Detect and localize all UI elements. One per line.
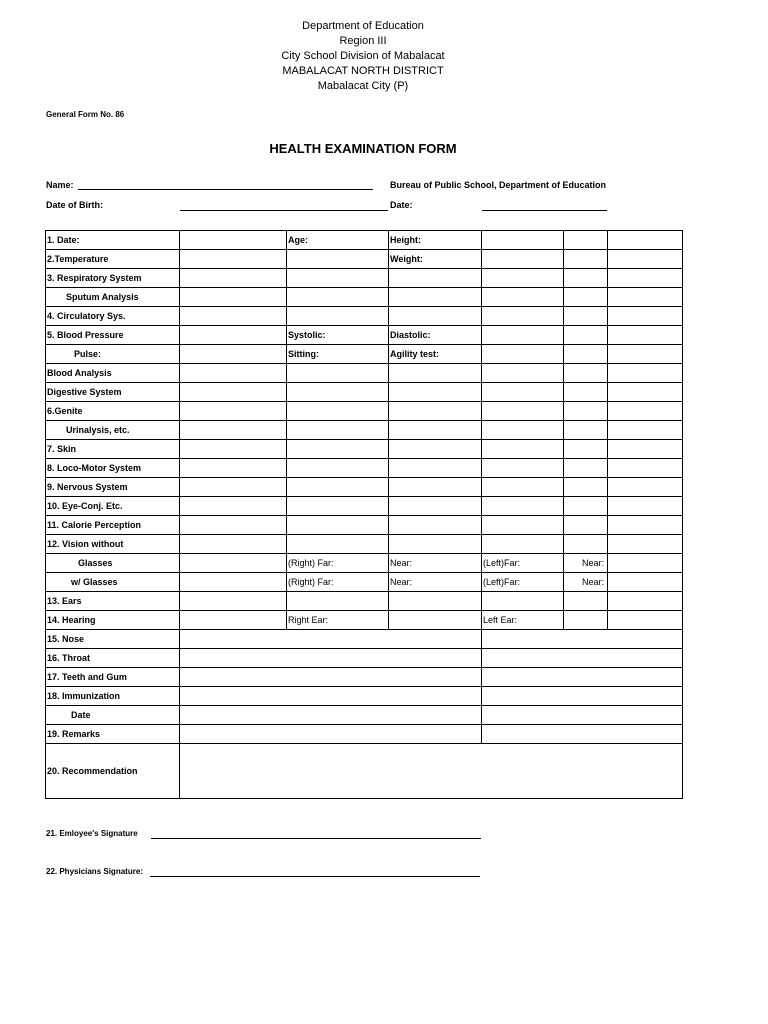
table-cell[interactable]: [482, 459, 564, 478]
table-row: [46, 383, 683, 402]
table-cell[interactable]: [482, 535, 564, 554]
table-cell[interactable]: [482, 630, 683, 649]
table-cell[interactable]: [389, 383, 482, 402]
table-cell[interactable]: [608, 402, 683, 421]
physician-signature-field[interactable]: [150, 876, 480, 877]
table-cell[interactable]: [608, 364, 683, 383]
table-cell[interactable]: [180, 326, 287, 345]
table-cell[interactable]: [564, 516, 608, 535]
row-label: w/ Glasses: [46, 573, 180, 592]
row-label: 14. Hearing: [46, 611, 180, 630]
table-cell[interactable]: [180, 421, 287, 440]
table-row: [46, 744, 683, 799]
table-cell[interactable]: [180, 497, 287, 516]
table-cell[interactable]: [287, 516, 389, 535]
table-row: [46, 497, 683, 516]
table-cell[interactable]: [180, 687, 482, 706]
table-cell[interactable]: [180, 706, 482, 725]
table-cell[interactable]: [389, 611, 482, 630]
dob-field[interactable]: [180, 210, 388, 211]
employee-signature-label: 21. Emloyee's Signature: [46, 829, 138, 838]
table-cell[interactable]: [180, 364, 287, 383]
table-row: [46, 421, 683, 440]
table-cell[interactable]: [608, 231, 683, 250]
table-cell[interactable]: [389, 497, 482, 516]
table-cell[interactable]: [389, 592, 482, 611]
row-label: 19. Remarks: [46, 725, 180, 744]
table-cell[interactable]: [608, 497, 683, 516]
table-cell[interactable]: [482, 383, 564, 402]
table-cell[interactable]: [564, 421, 608, 440]
table-cell[interactable]: [180, 250, 287, 269]
row-label: 2.Temperature: [46, 250, 180, 269]
table-cell[interactable]: [564, 231, 608, 250]
table-row: [46, 725, 683, 744]
table-cell[interactable]: [482, 687, 683, 706]
health-exam-table: [45, 230, 683, 799]
field-label: Weight:: [389, 250, 482, 269]
table-cell[interactable]: [389, 269, 482, 288]
table-cell[interactable]: [482, 516, 564, 535]
header-city: Mabalacat City (P): [317, 80, 409, 92]
table-cell[interactable]: [389, 516, 482, 535]
table-row: [46, 554, 683, 573]
table-cell[interactable]: [180, 554, 287, 573]
table-cell[interactable]: [287, 364, 389, 383]
table-cell[interactable]: [287, 497, 389, 516]
field-label: Near:: [564, 573, 608, 592]
table-cell[interactable]: [564, 345, 608, 364]
table-row: [46, 592, 683, 611]
table-row: [46, 649, 683, 668]
row-label: 13. Ears: [46, 592, 180, 611]
table-cell[interactable]: [608, 421, 683, 440]
table-cell[interactable]: [180, 478, 287, 497]
table-cell[interactable]: [482, 592, 564, 611]
table-cell[interactable]: [608, 611, 683, 630]
table-cell[interactable]: [564, 535, 608, 554]
table-cell[interactable]: [482, 231, 564, 250]
table-row: [46, 630, 683, 649]
table-cell[interactable]: [564, 611, 608, 630]
table-cell[interactable]: [482, 478, 564, 497]
table-row: [46, 516, 683, 535]
table-row: [46, 706, 683, 725]
physician-signature-label: 22. Physicians Signature:: [46, 867, 143, 876]
table-cell[interactable]: [180, 345, 287, 364]
table-cell[interactable]: [482, 668, 683, 687]
table-cell[interactable]: [608, 269, 683, 288]
table-cell[interactable]: [180, 649, 482, 668]
table-cell[interactable]: [482, 421, 564, 440]
table-cell[interactable]: [564, 402, 608, 421]
table-cell[interactable]: [564, 307, 608, 326]
header-department: Department of Education: [302, 20, 424, 32]
table-cell[interactable]: [287, 307, 389, 326]
table-cell[interactable]: [180, 630, 482, 649]
field-label: (Right) Far:: [287, 554, 389, 573]
table-cell[interactable]: [564, 459, 608, 478]
row-label: Blood Analysis: [46, 364, 180, 383]
row-label: 10. Eye-Conj. Etc.: [46, 497, 180, 516]
table-cell[interactable]: [608, 250, 683, 269]
field-label: Left Ear:: [482, 611, 564, 630]
form-title: HEALTH EXAMINATION FORM: [269, 141, 457, 156]
table-cell[interactable]: [180, 269, 287, 288]
table-cell[interactable]: [608, 459, 683, 478]
table-cell[interactable]: [608, 307, 683, 326]
table-cell[interactable]: [180, 611, 287, 630]
field-label: Systolic:: [287, 326, 389, 345]
table-cell[interactable]: [564, 383, 608, 402]
table-cell[interactable]: [287, 421, 389, 440]
table-cell[interactable]: [608, 345, 683, 364]
table-cell[interactable]: [287, 459, 389, 478]
table-cell[interactable]: [180, 402, 287, 421]
table-cell[interactable]: [482, 269, 564, 288]
table-row: [46, 535, 683, 554]
bureau-label: Bureau of Public School, Department of Education: [390, 180, 607, 190]
row-label: 6.Genite: [46, 402, 180, 421]
table-cell[interactable]: [564, 497, 608, 516]
table-cell[interactable]: [564, 364, 608, 383]
table-cell[interactable]: [482, 402, 564, 421]
table-cell[interactable]: [389, 402, 482, 421]
table-row: [46, 459, 683, 478]
table-cell[interactable]: [608, 554, 683, 573]
table-cell[interactable]: [180, 307, 287, 326]
table-cell[interactable]: [608, 326, 683, 345]
dob-label: Date of Birth:: [46, 200, 103, 210]
table-cell[interactable]: [482, 307, 564, 326]
name-field[interactable]: [78, 189, 373, 190]
table-cell[interactable]: [608, 573, 683, 592]
table-row: [46, 478, 683, 497]
row-label: 17. Teeth and Gum: [46, 668, 180, 687]
table-cell[interactable]: [389, 421, 482, 440]
table-row: [46, 288, 683, 307]
name-label: Name:: [46, 180, 74, 190]
table-cell[interactable]: [608, 592, 683, 611]
row-label: 15. Nose: [46, 630, 180, 649]
table-cell[interactable]: [482, 649, 683, 668]
table-cell[interactable]: [482, 364, 564, 383]
row-label: 1. Date:: [46, 231, 180, 250]
table-cell[interactable]: [389, 288, 482, 307]
row-label: 3. Respiratory System: [46, 269, 180, 288]
table-row: [46, 326, 683, 345]
table-cell[interactable]: [482, 250, 564, 269]
table-cell[interactable]: [287, 383, 389, 402]
table-row: [46, 402, 683, 421]
table-cell[interactable]: [564, 440, 608, 459]
row-label: 11. Calorie Perception: [46, 516, 180, 535]
table-cell[interactable]: [180, 592, 287, 611]
table-row: [46, 668, 683, 687]
field-label: Near:: [564, 554, 608, 573]
table-cell[interactable]: [287, 250, 389, 269]
table-cell[interactable]: [180, 573, 287, 592]
row-label: 9. Nervous System: [46, 478, 180, 497]
row-label: 5. Blood Pressure: [46, 326, 180, 345]
field-label: (Left)Far:: [482, 573, 564, 592]
row-label: 12. Vision without: [46, 535, 180, 554]
table-cell[interactable]: [482, 345, 564, 364]
field-label: Near:: [389, 573, 482, 592]
table-cell[interactable]: [389, 535, 482, 554]
table-row: [46, 440, 683, 459]
table-cell[interactable]: [482, 497, 564, 516]
table-cell[interactable]: [564, 326, 608, 345]
form-number: General Form No. 86: [46, 110, 125, 119]
table-cell[interactable]: [482, 440, 564, 459]
table-cell[interactable]: [180, 288, 287, 307]
row-label: Sputum Analysis: [46, 288, 180, 307]
header-division: City School Division of Mabalacat: [281, 50, 445, 62]
date-field[interactable]: [482, 210, 607, 211]
table-cell[interactable]: [389, 307, 482, 326]
table-cell[interactable]: [482, 288, 564, 307]
table-cell[interactable]: [180, 459, 287, 478]
table-row: [46, 345, 683, 364]
table-cell[interactable]: [482, 326, 564, 345]
table-cell[interactable]: [180, 440, 287, 459]
table-cell[interactable]: [287, 478, 389, 497]
header-region: Region III: [339, 35, 387, 47]
row-label: Glasses: [46, 554, 180, 573]
table-cell[interactable]: [564, 288, 608, 307]
row-label: Digestive System: [46, 383, 180, 402]
table-cell[interactable]: [180, 231, 287, 250]
table-cell[interactable]: [482, 725, 683, 744]
row-label: 18. Immunization: [46, 687, 180, 706]
table-cell[interactable]: [180, 668, 482, 687]
header-district: MABALACAT NORTH DISTRICT: [282, 65, 444, 77]
table-cell[interactable]: [608, 535, 683, 554]
recommendation-cell[interactable]: [180, 744, 683, 799]
table-cell[interactable]: [180, 516, 287, 535]
row-label: Pulse:: [46, 345, 180, 364]
table-cell[interactable]: [608, 288, 683, 307]
field-label: Agility test:: [389, 345, 482, 364]
field-label: (Left)Far:: [482, 554, 564, 573]
field-label: Age:: [287, 231, 389, 250]
table-cell[interactable]: [287, 269, 389, 288]
field-label: Near:: [389, 554, 482, 573]
employee-signature-field[interactable]: [151, 838, 481, 839]
row-label: Date: [46, 706, 180, 725]
table-row: [46, 269, 683, 288]
table-cell[interactable]: [564, 269, 608, 288]
table-row: [46, 250, 683, 269]
table-cell[interactable]: [180, 535, 287, 554]
table-cell[interactable]: [287, 440, 389, 459]
table-row: [46, 231, 683, 250]
table-cell[interactable]: [287, 402, 389, 421]
table-cell[interactable]: [180, 383, 287, 402]
table-cell[interactable]: [564, 592, 608, 611]
row-label: 7. Skin: [46, 440, 180, 459]
row-label: Urinalysis, etc.: [46, 421, 180, 440]
field-label: (Right) Far:: [287, 573, 389, 592]
field-label: Diastolic:: [389, 326, 482, 345]
table-cell[interactable]: [287, 288, 389, 307]
field-label: Sitting:: [287, 345, 389, 364]
row-label: 8. Loco-Motor System: [46, 459, 180, 478]
row-label: 16. Throat: [46, 649, 180, 668]
document-header: [0, 19, 726, 94]
table-cell[interactable]: [180, 725, 482, 744]
table-cell[interactable]: [482, 706, 683, 725]
table-row: [46, 573, 683, 592]
table-cell[interactable]: [608, 383, 683, 402]
row-label: 4. Circulatory Sys.: [46, 307, 180, 326]
table-row: [46, 307, 683, 326]
field-label: Height:: [389, 231, 482, 250]
date-label: Date:: [390, 200, 413, 210]
field-label: Right Ear:: [287, 611, 389, 630]
table-row: [46, 687, 683, 706]
table-cell[interactable]: [564, 478, 608, 497]
table-cell[interactable]: [287, 592, 389, 611]
table-row: [46, 611, 683, 630]
table-row: [46, 364, 683, 383]
table-cell[interactable]: [389, 459, 482, 478]
table-cell[interactable]: [389, 364, 482, 383]
table-cell[interactable]: [389, 478, 482, 497]
table-cell[interactable]: [389, 440, 482, 459]
row-label: 20. Recommendation: [46, 744, 180, 799]
table-cell[interactable]: [608, 440, 683, 459]
table-cell[interactable]: [287, 535, 389, 554]
table-cell[interactable]: [608, 478, 683, 497]
table-cell[interactable]: [608, 516, 683, 535]
table-cell[interactable]: [564, 250, 608, 269]
